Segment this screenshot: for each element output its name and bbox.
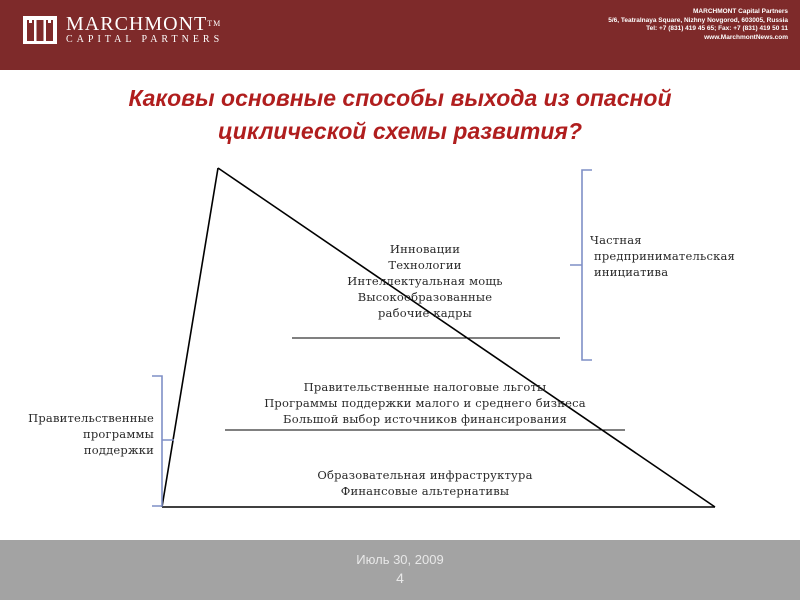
contact-line-address: 5/6, Teatralnaya Square, Nizhny Novgorod, 603005, Russia <box>608 16 788 24</box>
label-private-line: Частная <box>590 233 642 247</box>
pyramid-left-edge <box>162 168 218 507</box>
logo-name: MARCHMONT <box>66 13 208 35</box>
label-private-initiative <box>590 232 760 280</box>
footer-bar <box>0 540 800 600</box>
title-line-1: Каковы основные способы выхода из опасной <box>128 85 672 111</box>
logo-subtitle: CAPITAL PARTNERS <box>66 34 224 45</box>
block-government-line: Программы поддержки малого и среднего бизнеса <box>264 396 586 410</box>
contact-line-company: MARCHMONT Capital Partners <box>693 8 788 15</box>
block-innovation-line: рабочие кадры <box>377 306 473 320</box>
block-infrastructure <box>270 467 580 499</box>
block-innovation-line: Технологии <box>388 258 462 272</box>
block-innovation-line: Интеллектуальная мощь <box>347 274 503 288</box>
label-government-line: поддержки <box>83 443 154 457</box>
left-bracket <box>152 376 174 506</box>
block-innovation <box>285 241 565 321</box>
title-line-2: циклической схемы развития? <box>217 118 583 144</box>
label-private-line: предпринимательская <box>594 249 736 263</box>
contact-line-website[interactable]: www.MarchmontNews.com <box>704 33 788 41</box>
block-innovation-line: Высокообразованные <box>357 290 493 304</box>
block-innovation-line: Инновации <box>389 242 461 256</box>
right-bracket <box>570 170 592 360</box>
contact-line-phone: Tel: +7 (831) 419 45 65; Fax: +7 (831) 419 50 11 <box>646 25 788 32</box>
block-government-line: Большой выбор источников финансирования <box>283 412 567 426</box>
label-government-line: программы <box>82 427 154 441</box>
label-private-line: инициатива <box>594 265 669 279</box>
label-government-line: Правительственные <box>28 411 154 425</box>
footer-date: Июль 30, 2009 <box>356 552 444 567</box>
label-government-support <box>4 410 154 458</box>
block-infrastructure-line: Финансовые альтернативы <box>340 484 510 498</box>
page-number: 4 <box>396 570 404 586</box>
block-infrastructure-line: Образовательная инфраструктура <box>317 468 533 482</box>
logo-trademark: TM <box>207 19 222 28</box>
block-government-programs <box>230 379 620 427</box>
block-government-line: Правительственные налоговые льготы <box>303 380 547 394</box>
